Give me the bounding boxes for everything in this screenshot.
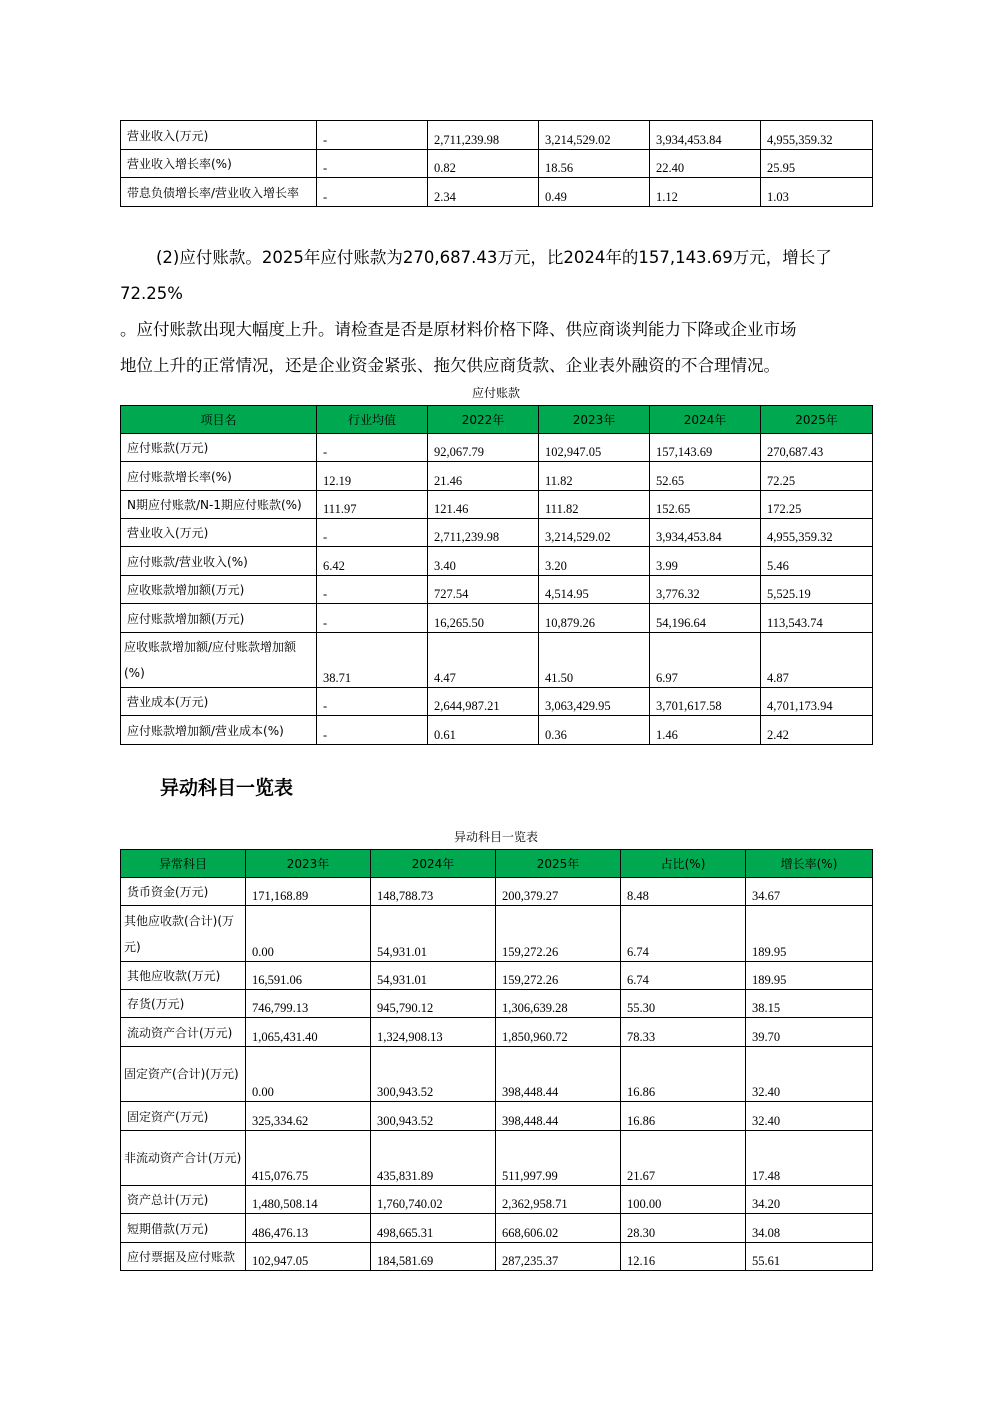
row-label: 存货(万元) [121,990,246,1018]
table-cell: 121.46 [428,491,539,519]
table-cell: 3.20 [539,547,650,576]
table-cell: 3.40 [428,547,539,576]
table-cell: 398,448.44 [496,1102,621,1131]
table-cell: 72.25 [761,462,873,491]
table-cell: 6.97 [650,633,761,688]
row-label: 固定资产(万元) [121,1102,246,1131]
table-cell: 39.70 [746,1018,873,1047]
table-cell: 1,065,431.40 [246,1018,371,1047]
table-cell: - [317,434,428,462]
table-row [121,716,873,745]
table-cell: 172.25 [761,491,873,519]
table-cell: 3,214,529.02 [539,519,650,547]
table-cell: 486,476.13 [246,1214,371,1243]
column-header: 增长率(%) [746,850,873,878]
table-cell: 4,955,359.32 [761,121,873,150]
table-cell: 157,143.69 [650,434,761,462]
table-cell: 3.99 [650,547,761,576]
table-cell: 3,701,617.58 [650,688,761,716]
table-cell: 38.15 [746,990,873,1018]
table-cell: 1,306,639.28 [496,990,621,1018]
table-cell: 0.36 [539,716,650,745]
table-cell: 100.00 [621,1186,746,1214]
table-cell: 0.82 [428,150,539,178]
table-row [121,1186,873,1214]
table-cell: 435,831.89 [371,1131,496,1186]
row-label: 应付账款(万元) [121,434,317,462]
table-row [121,1214,873,1243]
table-cell: 32.40 [746,1102,873,1131]
table-cell: 2,362,958.71 [496,1186,621,1214]
table-cell: 21.46 [428,462,539,491]
table-cell: 152.65 [650,491,761,519]
table-row [121,434,873,462]
table-cell: 184,581.69 [371,1243,496,1271]
column-header: 2025年 [761,406,873,434]
table-cell: 3,934,453.84 [650,519,761,547]
table-cell: 92,067.79 [428,434,539,462]
column-header: 2022年 [428,406,539,434]
table-row [121,688,873,716]
table-cell: 12.16 [621,1243,746,1271]
table-cell: 16.86 [621,1047,746,1102]
table-cell: 415,076.75 [246,1131,371,1186]
table-cell: 17.48 [746,1131,873,1186]
table-cell: 4.47 [428,633,539,688]
table-cell: 34.20 [746,1186,873,1214]
row-label: 应付账款/营业收入(%) [121,547,317,576]
table-cell: 511,997.99 [496,1131,621,1186]
table-cell: 498,665.31 [371,1214,496,1243]
table-cell: 945,790.12 [371,990,496,1018]
table-row [121,962,873,990]
table-cell: 41.50 [539,633,650,688]
table-cell: 2,711,239.98 [428,121,539,150]
table-cell: 159,272.26 [496,906,621,962]
table-cell: 1,324,908.13 [371,1018,496,1047]
row-label: 应付账款增加额/营业成本(%) [121,716,317,745]
table-cell: - [317,576,428,604]
table-cell: 102,947.05 [539,434,650,462]
row-label: 应收账款增加额/应付账款增加额(%) [121,633,317,688]
row-label: 其他应收款(万元) [121,962,246,990]
table-row [121,547,873,576]
table-cell: 4.87 [761,633,873,688]
table-cell: 8.48 [621,878,746,906]
table-cell: - [317,121,428,150]
table-cell: 16,265.50 [428,604,539,633]
table-row [121,1131,873,1186]
column-header: 2023年 [539,406,650,434]
table-cell: 171,168.89 [246,878,371,906]
table-cell: 6.42 [317,547,428,576]
table-cell: 1.12 [650,178,761,207]
table-cell: 54,931.01 [371,906,496,962]
row-label: 营业收入(万元) [121,519,317,547]
table-cell: 113,543.74 [761,604,873,633]
table-row [121,576,873,604]
table-row [121,178,873,207]
table-cell: 3,214,529.02 [539,121,650,150]
table-row [121,633,873,688]
table-cell: 4,514.95 [539,576,650,604]
table-row [121,150,873,178]
table-cell: 4,955,359.32 [761,519,873,547]
column-header: 2025年 [496,850,621,878]
table-cell: 159,272.26 [496,962,621,990]
table-cell: - [317,519,428,547]
table-cell: 10,879.26 [539,604,650,633]
table-row [121,519,873,547]
paragraph-line-1: (2)应付账款。2025年应付账款为270,687.43万元，比2024年的157,143.69万元，增长了72.25% [120,248,832,303]
table-cell: 16,591.06 [246,962,371,990]
row-label: 营业成本(万元) [121,688,317,716]
table-cell: 1,760,740.02 [371,1186,496,1214]
row-label: 应收账款增加额(万元) [121,576,317,604]
table-row [121,1047,873,1102]
table-cell: 3,934,453.84 [650,121,761,150]
table-row [121,462,873,491]
table-cell: 5,525.19 [761,576,873,604]
table-row [121,491,873,519]
row-label: 应付账款增长率(%) [121,462,317,491]
row-label: 短期借款(万元) [121,1214,246,1243]
table-cell: 28.30 [621,1214,746,1243]
table-cell: 2.34 [428,178,539,207]
table-cell: 1.03 [761,178,873,207]
table-cell: 22.40 [650,150,761,178]
table-cell: 398,448.44 [496,1047,621,1102]
table-cell: 102,947.05 [246,1243,371,1271]
table-cell: 4,701,173.94 [761,688,873,716]
table-cell: 287,235.37 [496,1243,621,1271]
table-cell: 6.74 [621,962,746,990]
table-cell: 2,711,239.98 [428,519,539,547]
payables-caption: 应付账款 [471,386,520,400]
anomaly-caption: 异动科目一览表 [453,830,538,844]
top-table [120,120,873,207]
table-cell: - [317,150,428,178]
row-label: 带息负债增长率/营业收入增长率 [121,178,317,207]
table-cell: 25.95 [761,150,873,178]
column-header: 行业均值 [317,406,428,434]
table-cell: 0.00 [246,1047,371,1102]
table-cell: 16.86 [621,1102,746,1131]
table-cell: - [317,688,428,716]
table-cell: 0.49 [539,178,650,207]
row-label: N期应付账款/N-1期应付账款(%) [121,491,317,519]
section-heading: 异动科目一览表 [160,777,294,799]
table-cell: 34.67 [746,878,873,906]
table-row [121,121,873,150]
table-cell: 2.42 [761,716,873,745]
table-cell: 148,788.73 [371,878,496,906]
table-cell: 18.56 [539,150,650,178]
table-cell: 300,943.52 [371,1102,496,1131]
table-cell: 6.74 [621,906,746,962]
row-label: 应付票据及应付账款 [121,1243,246,1271]
row-label: 非流动资产合计(万元) [121,1131,246,1186]
table-cell: 78.33 [621,1018,746,1047]
table-row [121,878,873,906]
column-header: 项目名 [121,406,317,434]
table-row [121,906,873,962]
table-row [121,1018,873,1047]
table-cell: 746,799.13 [246,990,371,1018]
anomaly-header-row [121,850,873,878]
anomaly-table [120,849,873,1271]
table-cell: 54,931.01 [371,962,496,990]
table-row [121,604,873,633]
table-cell: 270,687.43 [761,434,873,462]
column-header: 2024年 [371,850,496,878]
table-cell: 55.61 [746,1243,873,1271]
table-cell: 111.97 [317,491,428,519]
payables-header-row [121,406,873,434]
column-header: 占比(%) [621,850,746,878]
column-header: 2024年 [650,406,761,434]
table-cell: 21.67 [621,1131,746,1186]
table-cell: - [317,178,428,207]
table-cell: 325,334.62 [246,1102,371,1131]
table-row [121,1102,873,1131]
table-cell: 34.08 [746,1214,873,1243]
table-cell: 5.46 [761,547,873,576]
table-cell: 111.82 [539,491,650,519]
column-header: 异常科目 [121,850,246,878]
table-cell: 189.95 [746,962,873,990]
table-cell: 189.95 [746,906,873,962]
table-cell: - [317,604,428,633]
table-cell: 1,480,508.14 [246,1186,371,1214]
table-cell: 3,776.32 [650,576,761,604]
analysis-paragraph [120,240,890,384]
paragraph-line-3: 地位上升的正常情况，还是企业资金紧张、拖欠供应商货款、企业表外融资的不合理情况。 [120,356,780,375]
table-cell: 1,850,960.72 [496,1018,621,1047]
table-cell: 38.71 [317,633,428,688]
table-cell: 1.46 [650,716,761,745]
table-cell: - [317,716,428,745]
row-label: 营业收入(万元) [121,121,317,150]
paragraph-line-2: 。应付账款出现大幅度上升。请检查是否是原材料价格下降、供应商谈判能力下降或企业市场 [120,320,797,339]
row-label: 货币资金(万元) [121,878,246,906]
table-row [121,990,873,1018]
column-header: 2023年 [246,850,371,878]
table-cell: 54,196.64 [650,604,761,633]
row-label: 其他应收款(合计)(万元) [121,906,246,962]
row-label: 应付账款增加额(万元) [121,604,317,633]
row-label: 营业收入增长率(%) [121,150,317,178]
table-cell: 2,644,987.21 [428,688,539,716]
table-cell: 12.19 [317,462,428,491]
table-cell: 0.00 [246,906,371,962]
row-label: 固定资产(合计)(万元) [121,1047,246,1102]
table-cell: 300,943.52 [371,1047,496,1102]
table-row [121,1243,873,1271]
row-label: 资产总计(万元) [121,1186,246,1214]
row-label: 流动资产合计(万元) [121,1018,246,1047]
table-cell: 11.82 [539,462,650,491]
table-cell: 727.54 [428,576,539,604]
table-cell: 200,379.27 [496,878,621,906]
payables-table [120,405,873,745]
table-cell: 55.30 [621,990,746,1018]
table-cell: 32.40 [746,1047,873,1102]
table-cell: 52.65 [650,462,761,491]
table-cell: 3,063,429.95 [539,688,650,716]
table-cell: 668,606.02 [496,1214,621,1243]
table-cell: 0.61 [428,716,539,745]
